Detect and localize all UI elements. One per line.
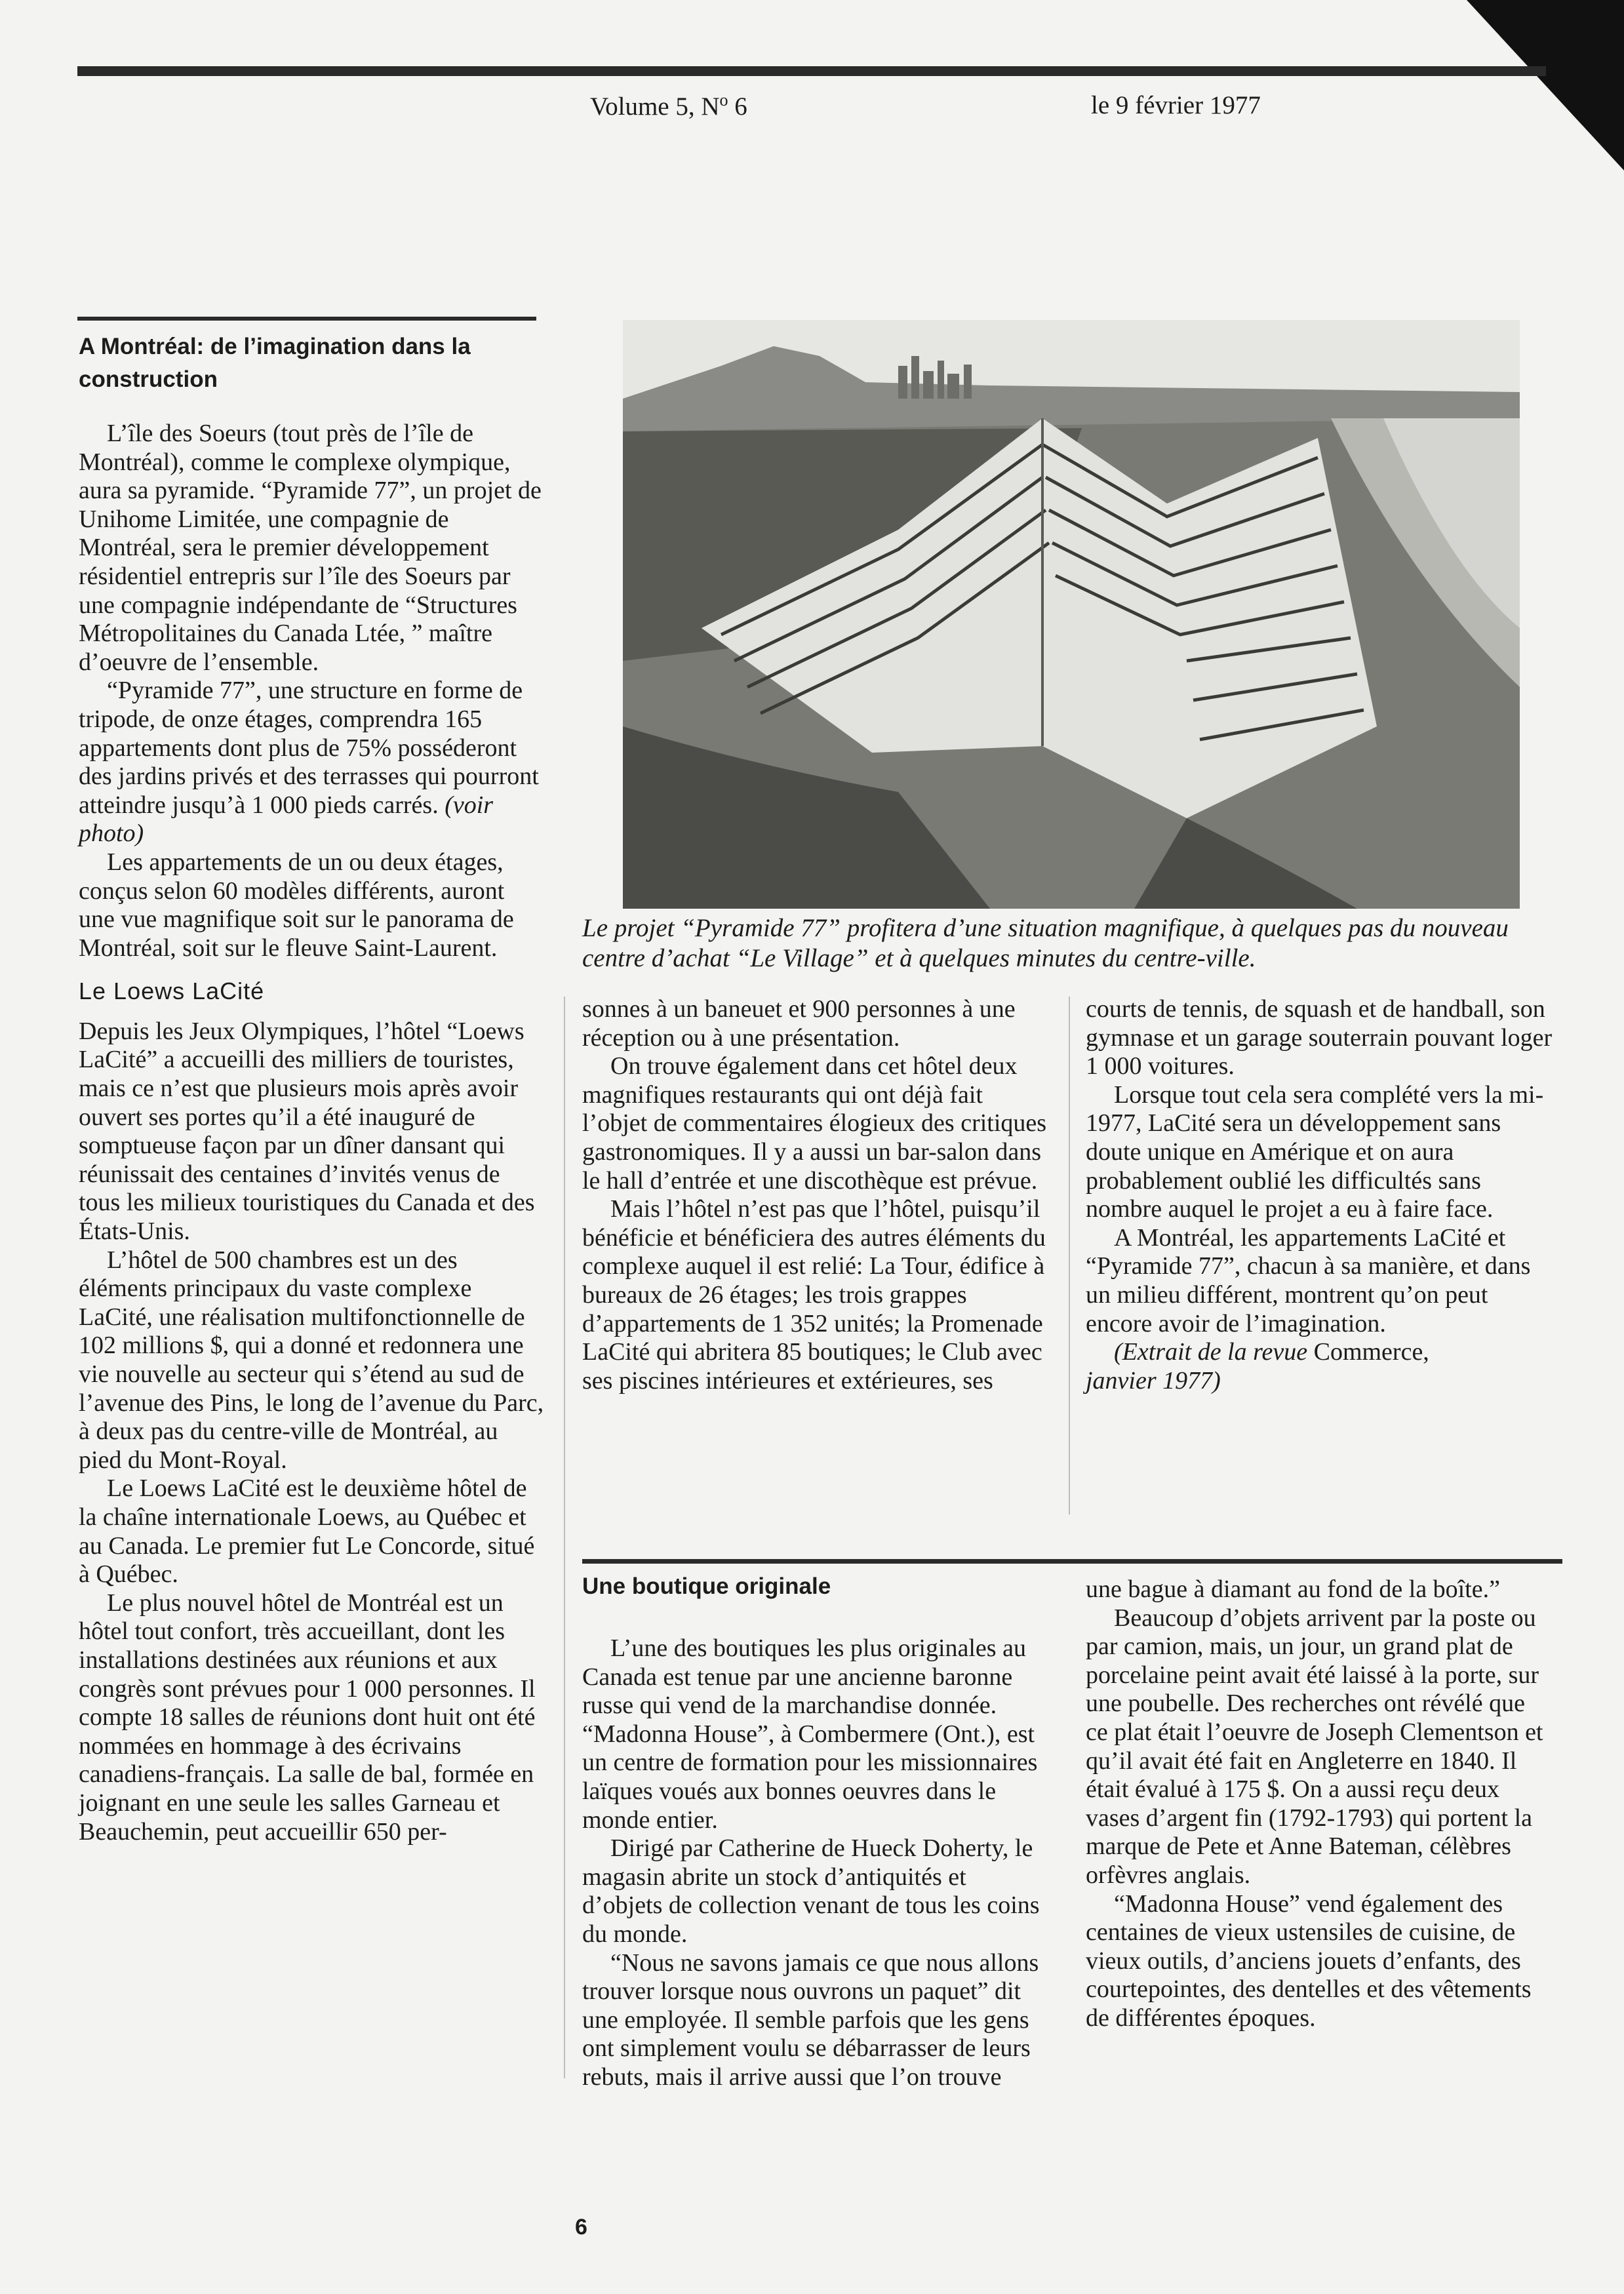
photo-caption: Le projet “Pyramide 77” profitera d’une situation magnifique, à quelques pas du nouveau centre d’achat “Le Village” et à quelques minutes du centre-ville. (582, 914, 1509, 972)
paragraph: L’île des Soeurs (tout près de l’île de Montréal), comme le complexe olympique, aura sa pyramide. “Pyramide 77”, un projet de Unihome Limitée, une compagnie de Montréal, sera le premier développement résidentiel entrepris sur l’île des Soeurs par une compagnie indépendante de “Structures Métropolitaines du Canada Ltée, ” maître d’oeuvre de l’ensemble. (79, 420, 542, 676)
paragraph: Les appartements de un ou deux étages, conçus selon 60 modèles différents, auront une vue magnifique soit sur le panorama de Montréal, soit sur le fleuve Saint-Laurent. (79, 848, 514, 962)
paragraph: “Madonna House” vend également des centaines de vieux ustensiles de cuisine, de vieux outils, d’anciens jouets d’enfants, des courtepointes, des dentelles et des vêtements de différentes époques. (1086, 1889, 1532, 2032)
paragraph: Lorsque tout cela sera complété vers la mi-1977, LaCité sera un développement sans doute unique en Amérique et on aura probablement oublié les difficultés sans nombre auquel le projet a eu à faire face. (1086, 1080, 1544, 1223)
paragraph: sonnes à un baneuet et 900 personnes à une réception ou à une présentation. (582, 995, 1016, 1052)
article-column-1 (79, 420, 545, 1846)
article-rule (582, 1559, 1562, 1564)
paragraph: Le Loews LaCité est le deuxième hôtel de la chaîne internationale Loews, au Québec et au Canada. Le premier fut Le Concorde, situé à Québec. (79, 1474, 535, 1589)
paragraph: A Montréal, les appartements LaCité et “Pyramide 77”, chacun à sa manière, et dans un milieu différent, montrent qu’on peut encore avoir de l’imagination. (1086, 1223, 1531, 1337)
article-column-3 (1086, 995, 1553, 1395)
issue-date: le 9 février 1977 (1091, 91, 1261, 119)
paragraph: une bague à diamant au fond de la boîte.” (1086, 1575, 1501, 1603)
header-rule (77, 66, 1546, 76)
paragraph: “Pyramide 77”, une structure en forme de tripode, de onze étages, comprendra 165 appartements dont plus de 75% posséderont des jardins privés et des terrasses qui pourront atteindre jusqu’à 1 000 pieds carrés. (voir photo) (79, 677, 539, 848)
photo-reference: (voir photo) (79, 791, 494, 848)
paragraph: Depuis les Jeux Olympiques, l’hôtel “Loews LaCité” a accueilli des milliers de touristes, mais ce n’est que plusieurs mois après avoir ouvert ses portes qu’il a été inauguré de somptueuse façon par un dîner dansant qui réunissait des centaines d’invités venus de tous les milieux touristiques du Canada et des États-Unis. (79, 1017, 535, 1246)
pyramide-77-photo (623, 320, 1520, 909)
article-rule (77, 317, 536, 321)
article-column-2 (1086, 1575, 1553, 2033)
paragraph: “Nous ne savons jamais ce que nous allons trouver lorsque nous ouvrons un paquet” dit une employée. Il semble parfois que les gens ont simplement voulu se débarrasser de leurs rebuts, mais il arrive aussi que l’on trouve (582, 1948, 1039, 2091)
paragraph: L’hôtel de 500 chambres est un des éléments principaux du vaste complexe LaCité, une réalisation multifonctionnelle de 102 millions $, qui a donné et redonnera une vie nouvelle au secteur qui s’étend au sud de l’avenue des Pins, le long de l’avenue du Parc, à deux pas du centre-ville de Montréal, au pied du Mont-Royal. (79, 1246, 544, 1474)
corner-fold (1467, 0, 1624, 170)
volume-number: Volume 5, $N^o$ 6 (590, 90, 747, 121)
article-column-2 (582, 995, 1051, 1395)
paragraph: On trouve également dans cet hôtel deux magnifiques restaurants qui ont déjà fait l’objet de commentaires élogieux des critiques gastronomiques. Il y a aussi un bar-salon dans le hall d’entrée et une discothèque est prévue. (582, 1052, 1047, 1195)
source-credit: (Extrait de la revue Commerce, janvier 1977) (1086, 1338, 1429, 1394)
building-illustration (623, 320, 1520, 909)
column-divider (1069, 997, 1070, 1514)
paragraph: Le plus nouvel hôtel de Montréal est un hôtel tout confort, très accueillant, dont les installations destinées aux réunions et aux congrès sont prévues pour 1 000 personnes. Il compte 18 salles de réunions dont huit ont été nommées en hommage à des écrivains canadiens-français. La salle de bal, formée en joignant en une seule les salles Garneau et Beauchemin, peut accueillir 650 per- (79, 1589, 536, 1846)
section-subheading: Le Loews LaCité (79, 978, 265, 1005)
column-divider (564, 997, 565, 2078)
page-number: 6 (575, 2215, 587, 2240)
paragraph: Beaucoup d’objets arrivent par la poste ou par camion, mais, un jour, un grand plat de porcelaine peint avait été laissé à la porte, sur une poubelle. Des recherches ont révélé que ce plat était l’oeuvre de Joseph Clementson et qu’il avait été fait en Angleterre en 1840. Il était évalué à 175 $. On a aussi reçu deux vases d’argent fin (1792-1793) qui portent la marque de Pete et Anne Bateman, célèbres orfèvres anglais. (1086, 1604, 1543, 1889)
paragraph: Mais l’hôtel n’est pas que l’hôtel, puisqu’il bénéficie et bénéficiera des autres éléments du complexe auquel il est relié: La Tour, édifice à bureaux de 26 étages; les trois grappes d’appartements de 1 352 unités; la Promenade LaCité qui abritera 85 boutiques; le Club avec ses piscines intérieures et extérieures, ses (582, 1195, 1046, 1394)
article-title: A Montréal: de l’imagination dans la construction (79, 334, 471, 392)
paragraph: Dirigé par Catherine de Hueck Doherty, le magasin abrite un stock d’antiquités et d’objets de collection venant de tous les coins du monde. (582, 1834, 1040, 1948)
article-title: Une boutique originale (582, 1573, 831, 1599)
paragraph: courts de tennis, de squash et de handball, son gymnase et un garage souterrain pouvant loger 1 000 voitures. (1086, 995, 1553, 1080)
article-column-1 (582, 1634, 1051, 2092)
paragraph: L’une des boutiques les plus originales au Canada est tenue par une ancienne baronne russe qui vend de la marchandise donnée. “Madonna House”, à Combermere (Ont.), est un centre de formation pour les missionnaires laïques voués aux bonnes oeuvres dans le monde entier. (582, 1634, 1038, 1834)
